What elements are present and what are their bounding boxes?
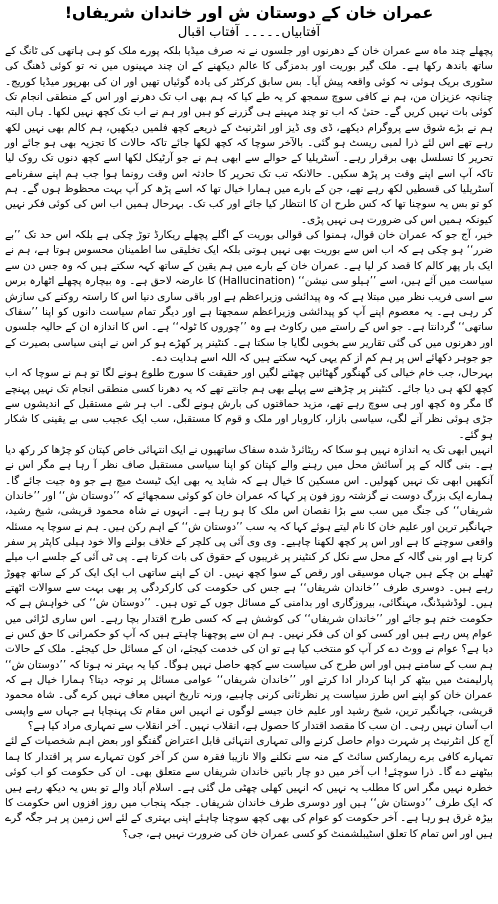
article-headline: عمران خان کے دوستان ش اور خاندان شریفاں!: [64, 3, 434, 22]
article-paragraph: انہیں ابھی تک یہ اندازہ نہیں ہو سکا کہ ریٹائرڈ شدہ سفاک ساتھیوں نے ایک انتہائی خاص کپتان کو چڑھا کر رکھ دیا ہے۔ بنی گالہ کے پر آسائش محل میں رہنے والے کپتان کو اپنا سیاسی مستقبل صاف نظر آ رہا ہے مگر اس نے آنکھیں ابھی تک نہیں کھولیں۔ اس مسکین کا خیال ہے کہ شاید یہ بھی ایک ٹیسٹ میچ ہے جو وہ جیت جائے گا۔ ہمارے ایک بزرگ دوست نے گزشتہ روز فون پر کہا کہ عمران خان کو کوئی سمجھائے کہ ’’دوستان ش‘‘ اور ’’خاندان شریفاں‘‘ کی جنگ میں سب سے بڑا نقصان اس ملک کا ہو رہا ہے۔ انہوں نے شاہ محمود قریشی، شیخ رشید، جہانگیر ترین اور علیم خان کا نام لیتے ہوئے کہا کہ یہ سب ’’دوستان ش‘‘ کے اہم رکن ہیں۔ ہم نے سوچا یہ مسئلہ واقعی سوچنے کا ہے اور اس پر کچھ لکھنا چاہیے۔ وی وی آئی پی کلچر کے خلاف بولنے والا خود ہیلی کاپٹر پر سفر کرتا ہے اور بنی گالہ کے محل سے نکل کر کنٹینر پر غریبوں کے حقوق کی بات کرتا ہے۔ پی ٹی آئی کے جلسے اب میلے ٹھیلے بن چکے ہیں جہاں موسیقی اور رقص کے سوا کچھ نہیں۔ ان کے اپنے ساتھی اب ایک ایک کر کے ساتھ چھوڑ رہے ہیں۔ دوسری طرف ’’خاندان شریفاں‘‘ ہے جس کی حکومت کی کارکردگی پر بھی بہت سے سوالات اٹھتے ہیں۔ لوڈشیڈنگ، مہنگائی، بیروزگاری اور بدامنی کے مسائل جوں کے توں ہیں۔ ’’دوستان ش‘‘ کی خواہش ہے کہ حکومت ختم ہو جائے اور ’’خاندان شریفاں‘‘ کی کوشش ہے کہ کسی طرح اقتدار بچا رہے۔ اس ساری لڑائی میں عوام پس رہے ہیں اور کسی کو ان کی فکر نہیں۔ ہم ان سے پوچھنا چاہتے ہیں کہ آپ کو حکمرانی کا حق کس نے دیا ہے؟ عوام نے ووٹ دے کر آپ کو منتخب کیا ہے تو ان کی خدمت کیجئے، ان کے مسائل حل کیجئے۔ ملک کے حالات ہم سب کے سامنے ہیں اور اس طرح کی سیاست سے کچھ حاصل نہیں ہوگا۔ کیا یہ بہتر نہ ہوتا کہ ’’دوستان ش‘‘ پارلیمنٹ میں بیٹھ کر اپنا کردار ادا کرتے اور ’’خاندان شریفاں‘‘ عوامی مسائل پر توجہ دیتا؟ ہمارا خیال ہے کہ عمران خان کو اپنے اس طرز سیاست پر نظرثانی کرنی چاہیے، ورنہ تاریخ انہیں معاف نہیں کرے گی۔ شاہ محمود قریشی، جہانگیر ترین، شیخ رشید اور علیم خان جیسے لوگوں نے انہیں اس مقام تک پہنچایا ہے جہاں سے واپسی اب آسان نہیں رہی۔ ان سب کا مقصد اقتدار کا حصول ہے، انقلاب نہیں۔ آخر انقلاب سے تمہاری مراد کیا ہے؟: [5, 443, 493, 733]
article-paragraph: بہرحال، جب خام خیالی کی گھنگور گھٹائیں چھٹنے لگیں اور حقیقت کا سورج طلوع ہونے لگا تو ہم نے سوچا کہ اب کچھ لکھ ہی دیا جائے۔ کنٹینر پر چڑھنے سے پہلے بھی ہم جانتے تھے کہ یہ دھرنا کسی منطقی انجام تک نہیں پہنچے گا مگر وہ کچھ اور ہی سوچ رہے تھے، مزید حماقتوں کی بارش ہونے لگی۔ اب ہر شے مستقبل کے اندیشوں سے جڑی ہوئی نظر آنے لگی، سیاسی بازار، کاروبار اور ملک و قوم کا مستقبل، سب ایک عجیب سی بے یقینی کا شکار ہو گئے۔: [5, 367, 493, 441]
article-paragraph: پچھلے چند ماہ سے عمران خان کے دھرنوں اور جلسوں نے نہ صرف میڈیا بلکہ پورے ملک کو ہی ہاتھی کی ٹانگ کے ساتھ باندھ رکھا ہے۔ ملک گیر بوریت اور بدمزگی کا عالم دیکھنے کے ان چند مہینوں میں نہ تو کوئی ڈھنگ کی سٹوری بریک ہوئی نہ کوئی واقعہ پیش آیا۔ بس سابق کرکٹر کی یادہ گوئیاں تھیں اور ان کی بھرپور میڈیا کوریج۔ چنانچہ عزیزان من، ہم نے کافی سوچ سمجھ کر یہ طے کیا کہ ہم بھی اب تک دھرنے اور اس کے منطقی انجام تک کوئی بات نہیں کریں گے۔ حتیٰ کہ اب تو چند مہینے ہی گزرنے کو ہیں اور ہم نے اب تک کچھ نہیں لکھا۔ ہاں البتہ ہم نے بڑے شوق سے پروگرام دیکھے، ڈی وی ڈیز اور انٹرنیٹ کے ذریعے کچھ فلمیں دیکھیں، ہم کالم بھی نہیں لکھ رہے تھے اس لئے ذرا لمبی ریسٹ ہو گئی۔ بالآخر سوچا کہ کچھ لکھا جائے تاکہ حالات کا تجزیہ بھی ہو جائے اور تحریر کا تسلسل بھی برقرار رہے۔ آسٹریلیا کے حوالے سے ابھی ہم نے جو آرٹیکل لکھا اسے کچھ دنوں تک روک لیا تاکہ آپ اسے اپنے وقت پر پڑھ سکیں۔ حالانکہ تب تک تحریر کا حادثہ اس وقت رونما ہوا جب ہم اپنے سفرنامے آسٹریلیا کی قسطیں لکھ رہے تھے، جن کے بارے میں ہمارا خیال تھا کہ اسے پڑھ کر آپ بہت محظوظ ہوں گے۔ ہم کو تو بس یہ سوچنا تھا کہ کس طرح ان کا انتظار کیا جائے اور کب تک۔ بہرحال ہمیں اب اس کی کوئی فکر نہیں کیونکہ ہمیں اس کی ضرورت ہی نہیں پڑی۔: [5, 45, 493, 226]
article-paragraph: آج کل انٹرنیٹ پر شہرت دوام حاصل کرنے والی تمہاری انتہائی قابل اعتراض گفتگو اور بعض اہم شخصیات کے لئے تمہارے کافی برے ریمارکس سائٹ کے منہ سے نکلنے والا نازیبا فقرہ سن کر آخر کون تمہارے سر پر اقتدار کا ہما بیٹھنے دے گا۔ ذرا سوچئے! اب آخر میں دو چار باتیں خاندان شریفاں سے متعلق بھی۔ ان کی حکومت کو اب کوئی خطرہ نہیں مگر اس کا مطلب یہ نہیں کہ انہیں کھلی چھٹی مل گئی ہے۔ اسلام آباد والے تو بس یہ دیکھ رہے ہیں کہ ایک طرف ’’دوستان ش‘‘ ہیں اور دوسری طرف خاندان شریفاں۔ جبکہ پنجاب میں روز افزوں اس حکومت کا بیڑہ غرق ہو رہا ہے۔ آخر حکومت کو عوام کی بھی کچھ سوچنا چاہئے اپنی بہتری کے لئے اس زمین پر ہر جگہ گرے ہیں اور اس تمام کا تعلق اسٹیبلشمنٹ کو کسی عمران خان کی ضرورت نہیں ہے، جی؟: [5, 735, 493, 840]
article-paragraph: خیر، آج جو کہ عمران خان قوال، ہمنوا کی قوالی بوریت کے اگلے پچھلے ریکارڈ توڑ چکی ہے بلکہ اس حد تک ’’بے ضرر‘‘ ہو چکی ہے کہ اب اس سے بوریت بھی نہیں ہوتی بلکہ ایک تخلیقی سا اطمینان محسوس ہوتا ہے، ہم نے ایک بار پھر کالم کا قصد کر لیا ہے۔ عمران خان کے بارے میں ہم یقین کے ساتھ کہہ سکتے ہیں کہ وہ جس دن سے سیاست میں آئے ہیں، اسے ’’ہیلو سی نیشن‘‘ (Hallucination) کا عارضہ لاحق ہے۔ وہ بیچارہ پچھلے اٹھارہ برس سے اسی فریب نظر میں مبتلا ہے کہ وہ پیدائشی وزیراعظم ہے اور باقی ساری دنیا اس کا راستہ روکنے کی سازش کر رہی ہے۔ یہ معصوم اپنے آپ کو پیدائشی وزیراعظم سمجھتا ہے اور دیگر تمام سیاست دانوں کو اپنا ’’سفاک ساتھی‘‘ گردانتا ہے۔ جو اس کے راستے میں رکاوٹ ہے وہ ’’چوروں کا ٹولہ‘‘ ہے۔ اس کا اندازہ ان کے حالیہ جلسوں اور دھرنوں میں کی گئی تقاریر سے بخوبی لگایا جا سکتا ہے۔ کنٹینر پر کھڑے ہو کر اس نے اپنی سیاسی بصیرت کے جو جوہر دکھائے اس پر ہم کم از کم یہی کہہ سکتے ہیں کہ اللہ اسے ہدایت دے۔: [5, 229, 493, 364]
article-body: [5, 44, 493, 842]
article-byline: آفتابیاں۔۔۔۔۔ آفتاب اقبال: [177, 25, 321, 40]
